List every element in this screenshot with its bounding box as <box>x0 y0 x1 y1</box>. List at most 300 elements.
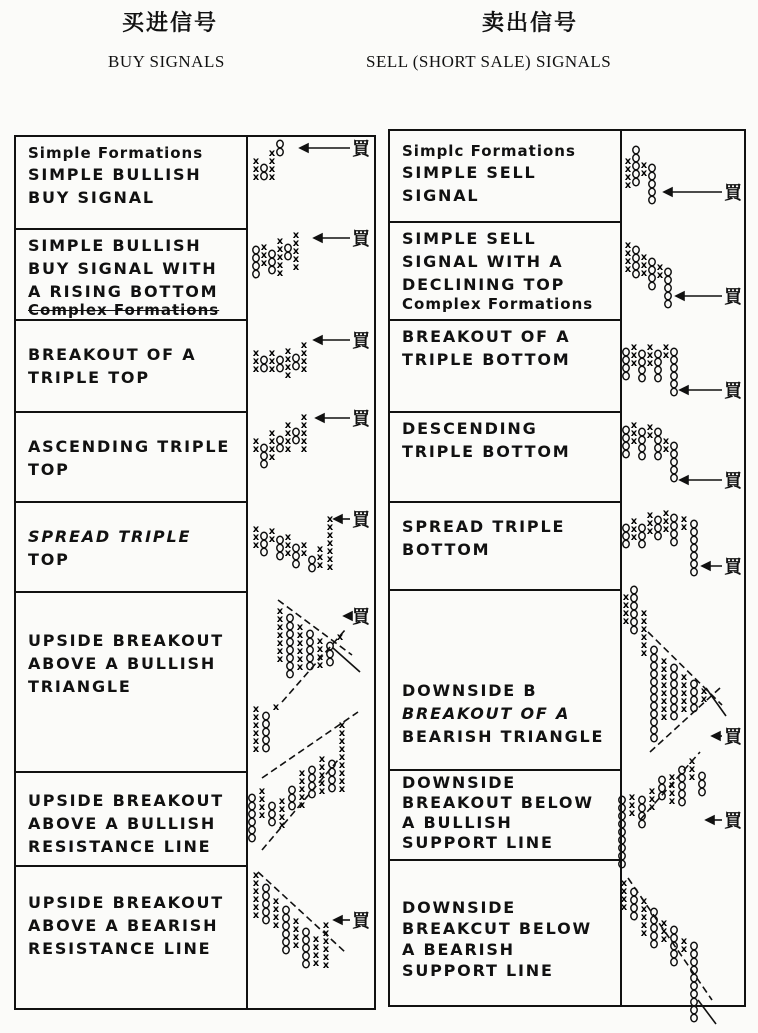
pf-o-mark <box>691 990 697 998</box>
signal-arrow-head <box>344 612 352 620</box>
pf-o-mark <box>649 188 655 196</box>
pf-x-mark: x <box>252 728 260 739</box>
pf-x-mark: x <box>298 776 306 787</box>
pf-x-mark: x <box>624 248 632 259</box>
pf-x-mark: x <box>296 638 304 649</box>
pf-o-mark <box>671 958 677 966</box>
pf-x-mark: x <box>258 802 266 813</box>
pf-x-mark: x <box>252 436 260 447</box>
pf-x-mark: x <box>646 422 654 433</box>
pf-o-mark <box>691 942 697 950</box>
pf-x-mark: x <box>624 172 632 183</box>
pf-o-mark <box>277 444 283 452</box>
pf-o-mark <box>303 944 309 952</box>
bearish-resistance-line <box>258 872 345 952</box>
pf-x-mark: x <box>300 548 308 559</box>
pf-o-mark <box>249 826 255 834</box>
pf-o-mark <box>639 452 645 460</box>
pf-x-mark: x <box>312 958 320 969</box>
pf-x-mark: x <box>296 662 304 673</box>
section-label-complex-formations: Complex Formations <box>402 295 594 313</box>
pf-o-mark <box>249 810 255 818</box>
pf-x-mark: x <box>252 902 260 913</box>
pf-x-mark: x <box>260 242 268 253</box>
pf-x-mark: x <box>640 640 648 651</box>
pf-x-mark: x <box>268 534 276 545</box>
pf-x-mark: x <box>640 624 648 635</box>
pf-x-mark: x <box>646 430 654 441</box>
signal-arrow-head <box>706 816 714 824</box>
pf-x-mark: x <box>252 540 260 551</box>
buy-title-cn: 买进信号 <box>122 11 219 36</box>
pf-x-mark: x <box>278 820 286 831</box>
pf-o-mark <box>691 520 697 528</box>
pf-o-mark <box>285 252 291 260</box>
buy-label-line: UPSIDE BREAKOUT <box>28 791 224 810</box>
pf-x-mark: x <box>252 164 260 175</box>
pf-o-mark <box>651 932 657 940</box>
pf-o-mark <box>327 650 333 658</box>
pf-o-mark <box>309 766 315 774</box>
pf-x-mark: x <box>662 436 670 447</box>
signal-arrow-head <box>680 476 688 484</box>
pf-x-mark: x <box>700 694 708 705</box>
pf-o-mark <box>639 796 645 804</box>
pf-o-mark <box>671 474 677 482</box>
pf-x-mark: x <box>252 870 260 881</box>
signal-arrow-head <box>300 144 308 152</box>
pf-x-mark: x <box>252 444 260 455</box>
pf-o-mark <box>623 372 629 380</box>
pf-x-mark: x <box>628 800 636 811</box>
pf-o-mark <box>665 276 671 284</box>
pf-x-mark: x <box>326 514 334 525</box>
pf-x-mark: x <box>268 148 276 159</box>
pf-x-mark: x <box>316 560 324 571</box>
pf-o-mark <box>253 262 259 270</box>
pf-o-mark <box>263 908 269 916</box>
pf-o-mark <box>665 284 671 292</box>
pf-x-mark: x <box>284 548 292 559</box>
pf-x-mark: x <box>296 622 304 633</box>
pf-o-mark <box>671 530 677 538</box>
pf-x-mark: x <box>300 348 308 359</box>
pf-o-mark <box>631 912 637 920</box>
pf-x-mark: x <box>680 688 688 699</box>
pf-o-mark <box>691 560 697 568</box>
pf-o-mark <box>639 358 645 366</box>
pf-x-mark: x <box>292 246 300 257</box>
pf-o-mark <box>691 528 697 536</box>
pf-o-mark <box>329 776 335 784</box>
pf-o-mark <box>671 442 677 450</box>
pf-x-mark: x <box>640 268 648 279</box>
pf-o-mark <box>651 646 657 654</box>
signal-arrow-head <box>314 234 322 242</box>
pattern-marks <box>249 140 708 1022</box>
pf-x-mark: x <box>276 646 284 657</box>
pf-x-mark: x <box>322 952 330 963</box>
pf-o-mark <box>285 244 291 252</box>
pf-x-mark: x <box>338 784 346 795</box>
section-label-complex-formations: Complex Formations <box>28 301 220 319</box>
pf-x-mark: x <box>252 172 260 183</box>
pf-o-mark <box>691 982 697 990</box>
pf-x-mark: x <box>646 518 654 529</box>
pf-x-mark: x <box>622 608 630 619</box>
pf-o-mark <box>261 540 267 548</box>
pf-o-mark <box>649 196 655 204</box>
pf-x-mark: x <box>326 562 334 573</box>
pf-o-mark <box>649 180 655 188</box>
pf-x-mark: x <box>268 356 276 367</box>
sell-label-line: BREAKOUT OF A <box>402 704 571 723</box>
pf-o-mark <box>633 154 639 162</box>
pf-o-mark <box>699 788 705 796</box>
sell-label-line: DOWNSIDE <box>402 898 517 917</box>
pf-o-mark <box>623 426 629 434</box>
pf-o-mark <box>277 552 283 560</box>
pf-x-mark: x <box>292 262 300 273</box>
pf-x-mark: x <box>668 796 676 807</box>
pf-x-mark: x <box>640 648 648 659</box>
pf-x-mark: x <box>312 942 320 953</box>
pf-x-mark: x <box>300 444 308 455</box>
sell-title-cn: 卖出信号 <box>482 11 579 36</box>
pf-x-mark: x <box>276 622 284 633</box>
pf-x-mark: x <box>322 928 330 939</box>
pf-x-mark: x <box>292 230 300 241</box>
pf-x-mark: x <box>316 544 324 555</box>
pf-o-mark <box>659 784 665 792</box>
pf-o-mark <box>293 362 299 370</box>
pf-o-mark <box>671 926 677 934</box>
sell-label-line: DECLINING TOP <box>402 275 566 294</box>
pf-x-mark: x <box>284 362 292 373</box>
pf-o-mark <box>289 794 295 802</box>
buy-label-line: ASCENDING TRIPLE <box>28 437 231 456</box>
pf-x-mark: x <box>276 244 284 255</box>
pf-o-mark <box>665 300 671 308</box>
buy-label-line: TRIPLE TOP <box>28 368 150 387</box>
pf-x-mark: x <box>624 180 632 191</box>
pf-o-mark <box>691 958 697 966</box>
pf-o-mark <box>699 780 705 788</box>
pf-x-mark: x <box>252 894 260 905</box>
buy-marker-glyph: 買 <box>724 811 742 832</box>
pf-o-mark <box>619 804 625 812</box>
pf-x-mark: x <box>252 356 260 367</box>
pf-o-mark <box>671 934 677 942</box>
pf-x-mark: x <box>284 370 292 381</box>
pf-o-mark <box>287 662 293 670</box>
pf-o-mark <box>671 458 677 466</box>
pf-o-mark <box>631 896 637 904</box>
pf-o-mark <box>303 936 309 944</box>
pf-x-mark: x <box>630 524 638 535</box>
pf-x-mark: x <box>640 632 648 643</box>
buy-label-line: SIMPLE BULLISH <box>28 236 202 255</box>
pf-o-mark <box>633 146 639 154</box>
pf-x-mark: x <box>338 768 346 779</box>
pf-x-mark: x <box>252 886 260 897</box>
pf-o-mark <box>631 586 637 594</box>
buy-label-line: SPREAD TRIPLE <box>28 527 192 546</box>
pf-x-mark: x <box>660 704 668 715</box>
pf-o-mark <box>253 246 259 254</box>
pf-x-mark: x <box>662 516 670 527</box>
pf-o-mark <box>327 658 333 666</box>
sell-label-line: BOTTOM <box>402 540 491 559</box>
pf-x-mark: x <box>640 904 648 915</box>
pf-o-mark <box>671 712 677 720</box>
pf-x-mark: x <box>322 960 330 971</box>
pf-x-mark: x <box>620 878 628 889</box>
section-label-simple-formations: Simple Formations <box>28 144 204 162</box>
pf-o-mark <box>619 852 625 860</box>
pf-x-mark: x <box>624 156 632 167</box>
pf-o-mark <box>679 790 685 798</box>
pf-o-mark <box>633 254 639 262</box>
pf-x-mark: x <box>296 646 304 657</box>
pf-o-mark <box>639 350 645 358</box>
buy-marker-glyph: 買 <box>724 471 742 492</box>
pf-o-mark <box>287 638 293 646</box>
pf-o-mark <box>263 712 269 720</box>
pf-x-mark: x <box>338 776 346 787</box>
pf-x-mark: x <box>272 920 280 931</box>
pf-x-mark: x <box>252 524 260 535</box>
pf-o-mark <box>631 610 637 618</box>
pf-o-mark <box>671 380 677 388</box>
pf-x-mark: x <box>646 350 654 361</box>
pf-o-mark <box>249 834 255 842</box>
pf-x-mark: x <box>284 420 292 431</box>
pf-x-mark: x <box>680 522 688 533</box>
buy-label-line: RESISTANCE LINE <box>28 837 212 856</box>
pf-x-mark: x <box>300 540 308 551</box>
pf-x-mark: x <box>252 704 260 715</box>
pf-x-mark: x <box>292 924 300 935</box>
pf-x-mark: x <box>260 258 268 269</box>
pf-o-mark <box>261 172 267 180</box>
pf-o-mark <box>623 356 629 364</box>
pf-o-mark <box>649 258 655 266</box>
pf-x-mark: x <box>660 672 668 683</box>
buy-marker-glyph: 買 <box>352 911 370 932</box>
pf-o-mark <box>619 820 625 828</box>
pf-o-mark <box>261 164 267 172</box>
triangle-cross-line <box>333 648 360 672</box>
pf-o-mark <box>691 536 697 544</box>
pf-o-mark <box>651 670 657 678</box>
pf-o-mark <box>691 704 697 712</box>
pf-x-mark: x <box>624 264 632 275</box>
pf-x-mark: x <box>258 786 266 797</box>
pf-o-mark <box>671 688 677 696</box>
pf-x-mark: x <box>660 918 668 929</box>
pf-o-mark <box>307 638 313 646</box>
pf-x-mark: x <box>630 358 638 369</box>
pf-o-mark <box>263 892 269 900</box>
pf-o-mark <box>655 524 661 532</box>
pf-x-mark: x <box>300 436 308 447</box>
pf-o-mark <box>691 950 697 958</box>
pf-o-mark <box>651 694 657 702</box>
pf-o-mark <box>691 680 697 688</box>
pf-x-mark: x <box>680 704 688 715</box>
pf-x-mark: x <box>292 238 300 249</box>
pf-x-mark: x <box>338 736 346 747</box>
pf-o-mark <box>639 366 645 374</box>
pf-o-mark <box>263 728 269 736</box>
buy-label-line: SIMPLE BULLISH <box>28 165 202 184</box>
pf-o-mark <box>261 460 267 468</box>
pf-x-mark: x <box>662 444 670 455</box>
pf-o-mark <box>307 654 313 662</box>
pf-o-mark <box>293 552 299 560</box>
pf-o-mark <box>303 928 309 936</box>
pf-x-mark: x <box>660 696 668 707</box>
pf-o-mark <box>671 664 677 672</box>
pf-o-mark <box>623 434 629 442</box>
buy-marker-glyph: 買 <box>352 510 370 531</box>
pf-x-mark: x <box>338 760 346 771</box>
pf-x-mark: x <box>660 680 668 691</box>
pf-x-mark: x <box>660 712 668 723</box>
pf-x-mark: x <box>300 420 308 431</box>
pf-o-mark <box>283 922 289 930</box>
pf-x-mark: x <box>284 428 292 439</box>
pf-o-mark <box>303 960 309 968</box>
pf-x-mark: x <box>640 260 648 271</box>
pf-x-mark: x <box>300 364 308 375</box>
pf-o-mark <box>671 450 677 458</box>
pf-o-mark <box>623 364 629 372</box>
pf-x-mark: x <box>660 664 668 675</box>
pf-x-mark: x <box>316 652 324 663</box>
pf-x-mark: x <box>668 772 676 783</box>
pf-o-mark <box>649 172 655 180</box>
pf-o-mark <box>329 784 335 792</box>
pf-x-mark: x <box>338 752 346 763</box>
pf-x-mark: x <box>284 532 292 543</box>
pf-x-mark: x <box>252 720 260 731</box>
pf-x-mark: x <box>318 754 326 765</box>
pf-x-mark: x <box>662 524 670 535</box>
pf-o-mark <box>691 1006 697 1014</box>
pf-x-mark: x <box>276 268 284 279</box>
sell-label-line: A BULLISH <box>402 813 513 832</box>
pf-o-mark <box>679 798 685 806</box>
pf-x-mark: x <box>680 696 688 707</box>
pf-x-mark: x <box>268 428 276 439</box>
signal-arrow-head <box>702 562 710 570</box>
buy-marker-glyph: 買 <box>724 183 742 204</box>
pf-o-mark <box>679 782 685 790</box>
sell-label-line: SIMPLE SELL <box>402 229 537 248</box>
signal-arrow-head <box>334 916 342 924</box>
pf-x-mark: x <box>298 784 306 795</box>
pf-x-mark: x <box>268 164 276 175</box>
pf-x-mark: x <box>656 262 664 273</box>
pf-x-mark: x <box>268 452 276 463</box>
pf-x-mark: x <box>252 744 260 755</box>
signal-arrow-head <box>316 414 324 422</box>
pf-o-mark <box>631 594 637 602</box>
pf-x-mark: x <box>276 236 284 247</box>
buy-marker-glyph: 買 <box>352 331 370 352</box>
pf-x-mark: x <box>630 342 638 353</box>
pf-x-mark: x <box>278 796 286 807</box>
pf-o-mark <box>287 630 293 638</box>
pf-x-mark: x <box>276 252 284 263</box>
buy-label-line: ABOVE A BULLISH <box>28 654 217 673</box>
pf-x-mark: x <box>338 744 346 755</box>
pf-x-mark: x <box>326 554 334 565</box>
pf-o-mark <box>633 178 639 186</box>
pf-o-mark <box>651 662 657 670</box>
pf-o-mark <box>289 802 295 810</box>
sell-label-line: DESCENDING <box>402 419 538 438</box>
pf-x-mark: x <box>680 672 688 683</box>
pf-o-mark <box>655 350 661 358</box>
pf-o-mark <box>649 282 655 290</box>
pf-x-mark: x <box>648 802 656 813</box>
pf-x-mark: x <box>276 638 284 649</box>
pf-o-mark <box>671 704 677 712</box>
pf-o-mark <box>261 532 267 540</box>
pf-x-mark: x <box>640 616 648 627</box>
buy-label-line: TOP <box>28 550 70 569</box>
sell-title-en: SELL (SHORT SALE) SIGNALS <box>366 52 612 71</box>
pf-o-mark <box>307 662 313 670</box>
pf-x-mark: x <box>276 614 284 625</box>
pf-x-mark: x <box>260 250 268 261</box>
pf-o-mark <box>651 702 657 710</box>
pf-x-mark: x <box>326 546 334 557</box>
buy-label-line: BUY SIGNAL <box>28 188 155 207</box>
pf-x-mark: x <box>268 444 276 455</box>
buy-label-line: RESISTANCE LINE <box>28 939 212 958</box>
pf-o-mark <box>283 914 289 922</box>
signal-arrow-head <box>680 386 688 394</box>
pf-o-mark <box>249 794 255 802</box>
pf-o-mark <box>261 548 267 556</box>
pf-o-mark <box>655 436 661 444</box>
pf-x-mark: x <box>640 896 648 907</box>
pf-o-mark <box>263 916 269 924</box>
pf-x-mark: x <box>630 350 638 361</box>
pf-o-mark <box>665 268 671 276</box>
pf-o-mark <box>671 950 677 958</box>
pf-o-mark <box>619 812 625 820</box>
buy-label-line: TOP <box>28 460 70 479</box>
pf-x-mark: x <box>656 270 664 281</box>
pf-x-mark: x <box>640 160 648 171</box>
pf-x-mark: x <box>680 514 688 525</box>
pf-x-mark: x <box>268 172 276 183</box>
pf-o-mark <box>303 952 309 960</box>
pf-o-mark <box>277 364 283 372</box>
sell-label-line: SIMPLE SELL <box>402 163 537 182</box>
pf-o-mark <box>639 820 645 828</box>
pf-x-mark: x <box>284 436 292 447</box>
pf-o-mark <box>631 626 637 634</box>
pf-x-mark: x <box>272 904 280 915</box>
pf-o-mark <box>287 646 293 654</box>
pf-x-mark: x <box>252 532 260 543</box>
